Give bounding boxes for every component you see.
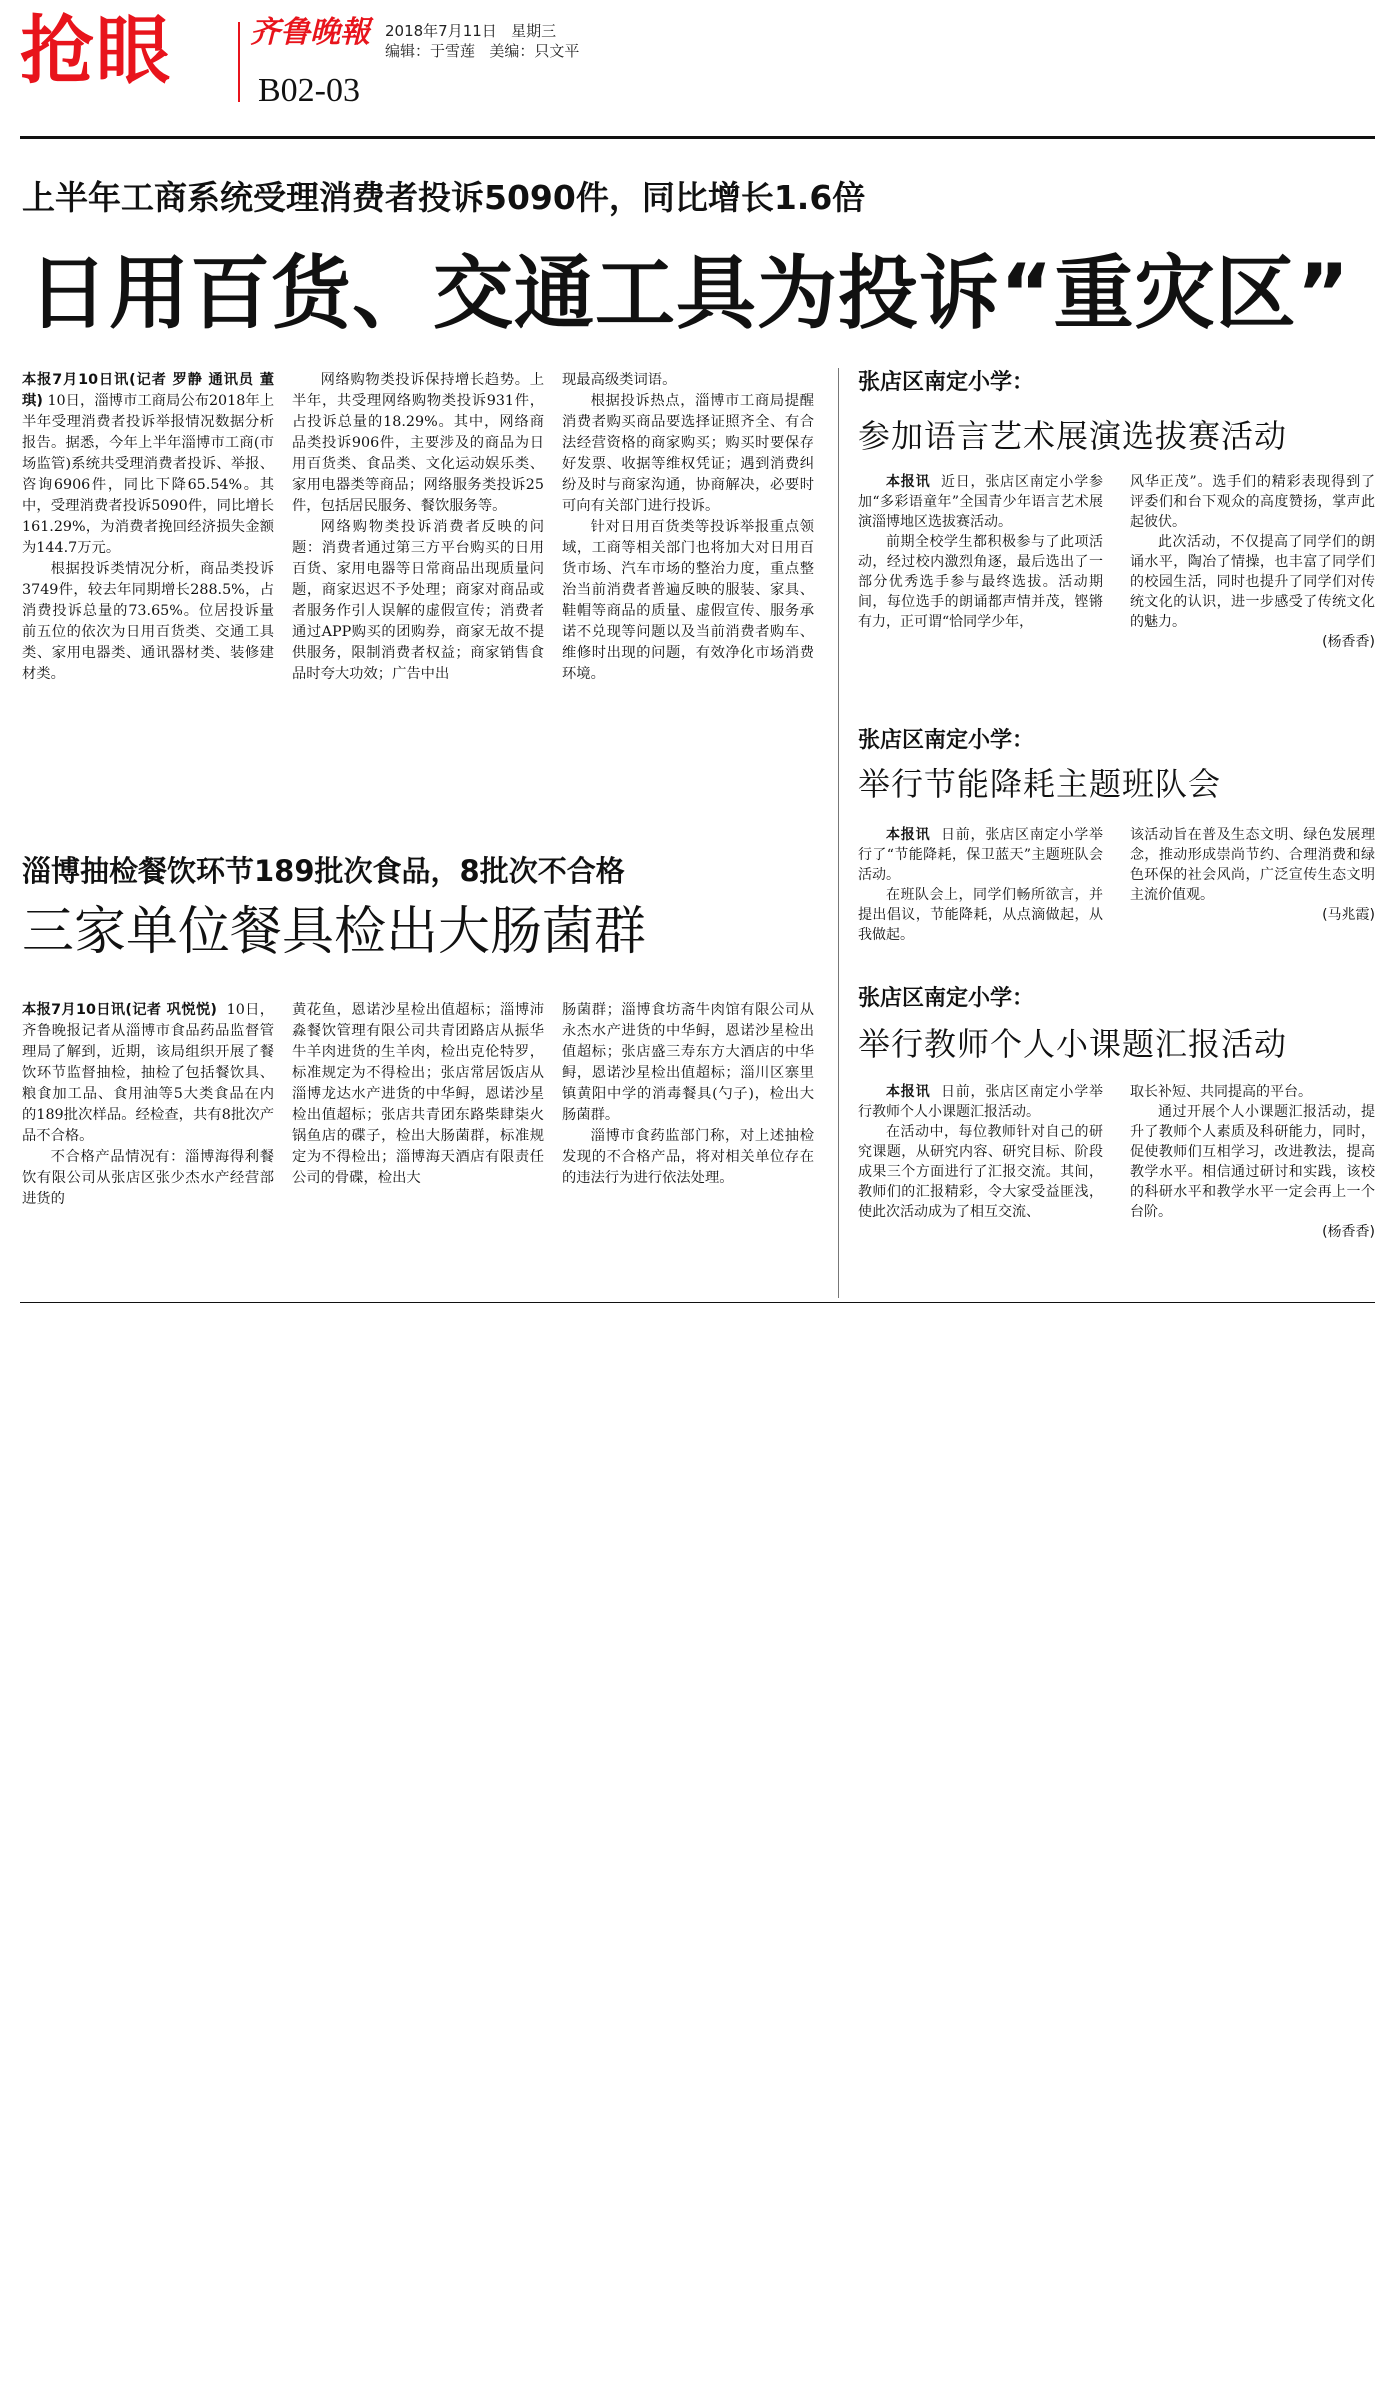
sidebar-paragraph: 风华正茂”。选手们的精彩表现得到了评委们和台下观众的高度赞扬，掌声此起彼伏。: [1130, 474, 1375, 530]
sidebar-2-column-right: [1130, 825, 1375, 925]
sidebar-paragraph: 日前，张店区南定小学举行了“节能降耗，保卫蓝天”主题班队会活动。: [858, 827, 1103, 883]
sidebar-2-headline: 举行节能降耗主题班队会: [858, 765, 1222, 803]
sidebar-1-signature: (杨香香): [1322, 634, 1375, 650]
column-divider: [838, 368, 839, 1298]
sidebar-3-dateline: 本报讯: [886, 1084, 931, 1100]
sidebar-2-signature: (马兆霞): [1322, 907, 1375, 923]
story1-kicker: 上半年工商系统受理消费者投诉5090件，同比增长1.6倍: [22, 178, 866, 217]
story2-paragraph: 黄花鱼，恩诺沙星检出值超标；淄博沛淼餐饮管理有限公司共青团路店从振华牛羊肉进货的生羊肉，检出克伦特罗，标准规定为不得检出；张店常居饭店从淄博龙达水产进货的中华鲟，恩诺沙星检出值超标；张店共青团东路柴肆柒火锅鱼店的碟子，检出大肠菌群，标准规定为不得检出；淄博海天酒店有限责任公司的骨碟，检出大: [292, 1002, 544, 1186]
story2-paragraph: 不合格产品情况有：淄博海得利餐饮有限公司从张店区张少杰水产经营部进货的: [22, 1149, 274, 1207]
story1-column-3: [562, 370, 814, 685]
story2-column-1: [22, 1000, 274, 1210]
sidebar-paragraph: 该活动旨在普及生态文明、绿色发展理念，推动形成崇尚节约、合理消费和绿色环保的社会风尚，广泛宣传生态文明主流价值观。: [1130, 827, 1375, 903]
sidebar-3-headline: 举行教师个人小课题汇报活动: [858, 1025, 1288, 1063]
story1-paragraph: 针对日用百货类等投诉举报重点领域，工商等相关部门也将加大对日用百货市场、汽车市场的整治力度，重点整治当前消费者普遍反映的服装、家具、鞋帽等商品的质量、虚假宣传、服务承诺不兑现等问题以及当前消费者购车、维修时出现的问题，有效净化市场消费环境。: [562, 519, 814, 682]
sidebar-paragraph: 日前，张店区南定小学举行教师个人小课题汇报活动。: [858, 1084, 1103, 1120]
sidebar-paragraph: 在班队会上，同学们畅所欲言，并提出倡议，节能降耗，从点滴做起，从我做起。: [858, 887, 1103, 943]
story2-column-2: [292, 1000, 544, 1189]
story2-column-3: [562, 1000, 814, 1189]
section-title: 抢眼: [20, 8, 172, 94]
sidebar-1-headline: 参加语言艺术展演选拔赛活动: [858, 417, 1288, 455]
sidebar-paragraph: 在活动中，每位教师针对自己的研究课题，从研究内容、研究目标、阶段成果三个方面进行了汇报交流。其间，教师们的汇报精彩，令大家受益匪浅，使此次活动成为了相互交流、: [858, 1124, 1103, 1220]
newspaper-logo: 齐鲁晚報: [250, 15, 370, 50]
sidebar-3-kicker: 张店区南定小学：: [858, 986, 1035, 1011]
page-number: B02-03: [258, 72, 360, 109]
sidebar-1-kicker: 张店区南定小学：: [858, 370, 1035, 395]
story2-paragraph: 肠菌群；淄博食坊斋牛肉馆有限公司从永杰水产进货的中华鲟，恩诺沙星检出值超标；张店盛三寿东方大酒店的中华鲟，恩诺沙星检出值超标；淄川区寨里镇黄阳中学的消毒餐具(勺子)，检出大肠菌群。: [562, 1002, 814, 1123]
story2-paragraph: 淄博市食药监部门称，对上述抽检发现的不合格产品，将对相关单位存在的违法行为进行依法处理。: [562, 1128, 814, 1186]
sidebar-3-column-left: [858, 1082, 1103, 1222]
story1-paragraph: 根据投诉类情况分析，商品类投诉3749件，较去年同期增长288.5%，占消费投诉总量的73.65%。位居投诉量前五位的依次为日用百货类、交通工具类、家用电器类、通讯器材类、装修建材类。: [22, 561, 274, 682]
story1-paragraph: 网络购物类投诉消费者反映的问题：消费者通过第三方平台购买的日用百货、家用电器等日常商品出现质量问题，商家迟迟不予处理；商家对商品或者服务作引人误解的虚假宣传；消费者通过APP购买的团购券，商家无故不提供服务，限制消费者权益；商家销售食品时夸大功效；广告中出: [292, 519, 544, 682]
sidebar-2-kicker: 张店区南定小学：: [858, 728, 1035, 753]
credits-line: [385, 44, 579, 59]
story2-headline: 三家单位餐具检出大肠菌群: [22, 902, 647, 962]
story1-paragraph: 10日，淄博市工商局公布2018年上半年受理消费者投诉举报情况数据分析报告。据悉，今年上半年淄博市工商(市场监管)系统共受理消费者投诉、举报、咨询6906件，同比下降65.54%。其中，受理消费者投诉5090件，同比增长161.29%，为消费者挽回经济损失金额为144.7万元。: [22, 393, 274, 556]
designer-credit: 美编：只文平: [489, 42, 580, 60]
content-bottom-rule: [20, 1302, 1375, 1303]
story1-column-1: [22, 370, 274, 685]
masthead-divider: [238, 22, 240, 102]
story2-dateline: 本报7月10日讯(记者 巩悦悦): [22, 1002, 217, 1018]
sidebar-paragraph: 取长补短、共同提高的平台。: [1130, 1084, 1312, 1100]
sidebar-1-column-right: [1130, 472, 1375, 652]
story1-column-2: [292, 370, 544, 685]
story1-paragraph: 网络购物类投诉保持增长趋势。上半年，共受理网络购物类投诉931件，占投诉总量的18.29%。其中，网络商品类投诉906件，主要涉及的商品为日用百货类、食品类、文化运动娱乐类、家用电器类等商品；网络服务类投诉25件，包括居民服务、餐饮服务等。: [292, 372, 544, 514]
sidebar-2-dateline: 本报讯: [886, 827, 931, 843]
sidebar-3-column-right: [1130, 1082, 1375, 1242]
story2-kicker: 淄博抽检餐饮环节189批次食品，8批次不合格: [22, 854, 625, 888]
issue-weekday: 星期三: [511, 22, 557, 40]
story1-dateline: 本报7月10日讯(记者 罗静 通讯员 董琪): [22, 372, 274, 409]
story2-paragraph: 10日，齐鲁晚报记者从淄博市食品药品监督管理局了解到，近期，该局组织开展了餐饮环节监督抽检，抽检了包括餐饮具、粮食加工品、食用油等5大类食品在内的189批次样品。经检查，共有8批次产品不合格。: [22, 1002, 275, 1144]
story1-headline: 日用百货、交通工具为投诉“重灾区”: [28, 247, 1351, 340]
story1-paragraph: 根据投诉热点，淄博市工商局提醒消费者购买商品要选择证照齐全、有合法经营资格的商家购买；购买时要保存好发票、收据等维权凭证；遇到消费纠纷及时与商家沟通，协商解决，必要时可向有关部门进行投诉。: [562, 393, 814, 514]
sidebar-3-signature: (杨香香): [1322, 1224, 1375, 1240]
sidebar-paragraph: 通过开展个人小课题汇报活动，提升了教师个人素质及科研能力，同时，促使教师们互相学习，改进教法，提高教学水平。相信通过研讨和实践，该校的科研水平和教学水平一定会再上一个台阶。: [1130, 1104, 1375, 1220]
sidebar-1-dateline: 本报讯: [886, 474, 931, 490]
sidebar-2-column-left: [858, 825, 1103, 945]
masthead-rule: [20, 136, 1375, 139]
issue-date: 2018年7月11日: [385, 22, 497, 40]
sidebar-1-column-left: [858, 472, 1103, 632]
story1-paragraph: 现最高级类词语。: [562, 372, 677, 388]
sidebar-paragraph: 此次活动，不仅提高了同学们的朗诵水平，陶冶了情操，也丰富了同学们的校园生活，同时也提升了同学们对传统文化的认识，进一步感受了传统文化的魅力。: [1130, 534, 1375, 630]
editor-credit: 编辑：于雪莲: [385, 42, 476, 60]
sidebar-paragraph: 近日，张店区南定小学参加“多彩语童年”全国青少年语言艺术展演淄博地区选拔赛活动。: [858, 474, 1103, 530]
issue-date-line: [385, 24, 556, 39]
sidebar-paragraph: 前期全校学生都积极参与了此项活动，经过校内激烈角逐，最后选出了一部分优秀选手参与最终选拔。活动期间，每位选手的朗诵都声情并茂，铿锵有力，正可谓“恰同学少年，: [858, 534, 1103, 630]
